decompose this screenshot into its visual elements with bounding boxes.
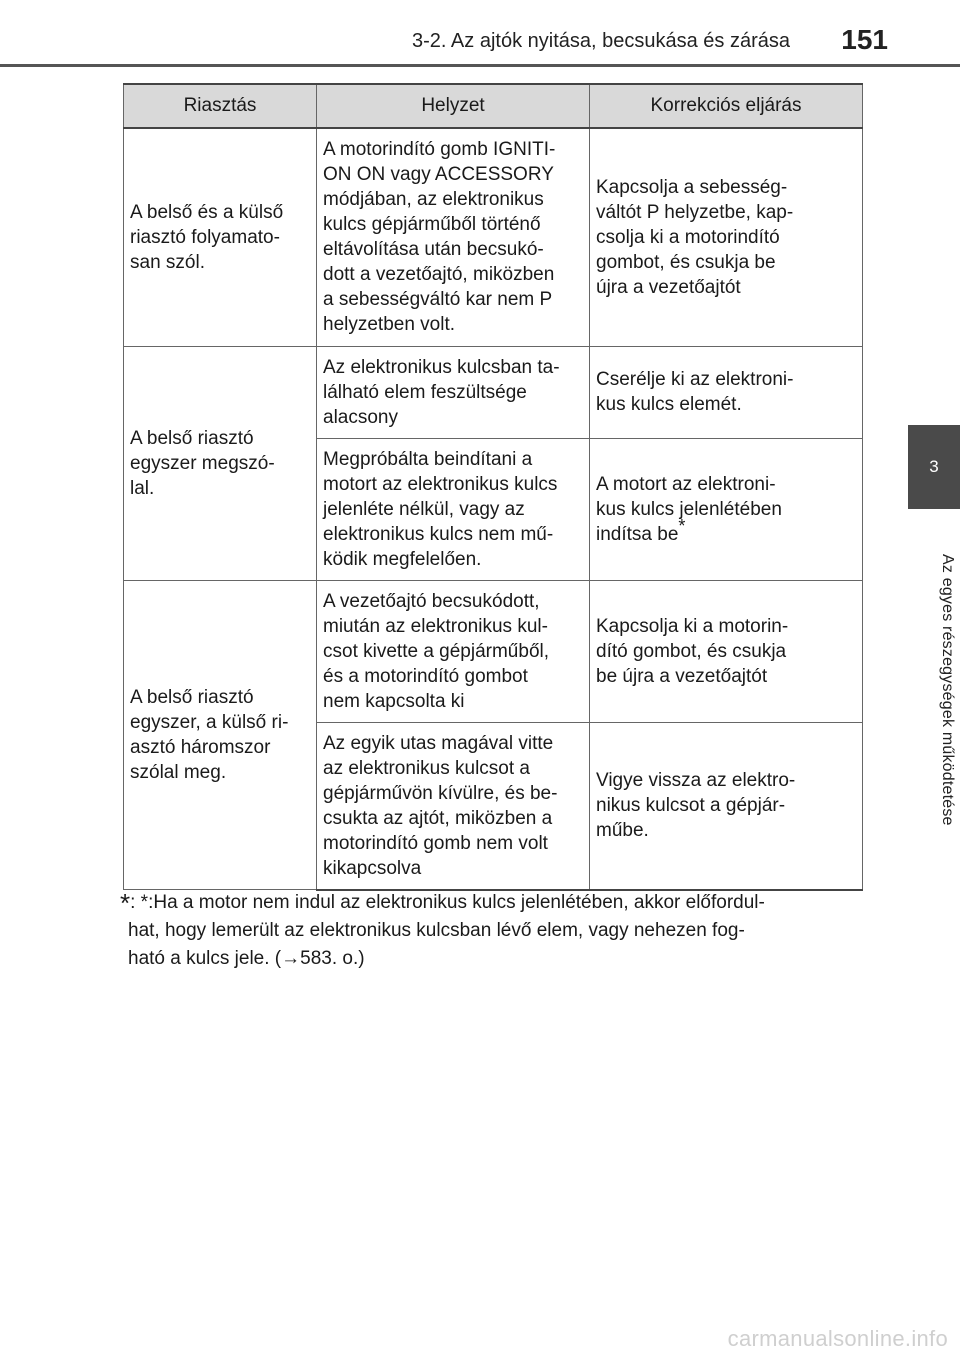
chapter-tab[interactable] [908, 425, 960, 509]
chapter-tab-number: 3 [929, 457, 939, 476]
alarm-cell: A belső riasztó egyszer megszó- lal. [124, 346, 317, 580]
correction-cell: A motort az elektroni- kus kulcs jelenlétében indítsa be* [590, 438, 863, 580]
table-row [124, 128, 863, 346]
situation-cell: Az egyik utas magával vitte az elektronikus kulcsot a gépjárművön kívülre, és be- csukta az ajtót, miközben a motorindító gomb nem volt kikapcsolva [317, 722, 590, 890]
watermark: carmanualsonline.info [727, 1326, 948, 1351]
footnote-star: * [120, 888, 131, 918]
alarm-table [123, 83, 863, 891]
situation-cell: Megpróbálta beindítani a motort az elektronikus kulcs jelenléte nélkül, vagy az elektronikus kulcs nem mű- ködik megfelelően. [317, 438, 590, 580]
footnote-marker: * [678, 515, 686, 536]
situation-cell: A vezetőajtó becsukódott, miután az elektronikus kul- csot kivette a gépjárműből, és a motorindító gombot nem kapcsolta ki [317, 580, 590, 722]
footnote-line-3-text[interactable]: ható a kulcs jele. (→583. o.) [128, 948, 365, 969]
section-title: 3-2. Az ajtók nyitása, becsukása és zárása [412, 30, 790, 52]
footnote [120, 885, 860, 973]
correction-cell: Vigye vissza az elektro- nikus kulcsot a gépjár- műbe. [590, 722, 863, 890]
chapter-tab-label [912, 520, 956, 860]
table-header-row [124, 84, 863, 128]
column-header-situation: Helyzet [317, 84, 590, 128]
alarm-cell: A belső és a külső riasztó folyamato- san szól. [124, 128, 317, 346]
column-header-correction: Korrekciós eljárás [590, 84, 863, 128]
correction-cell: Cserélje ki az elektroni- kus kulcs elemét. [590, 346, 863, 438]
footnote-line-2: hat, hogy lemerült az elektronikus kulcsban lévő elem, vagy nehezen fog- [128, 920, 745, 941]
situation-cell: Az elektronikus kulcsban ta- lálható elem feszültsége alacsony [317, 346, 590, 438]
table-row [124, 346, 863, 438]
correction-cell: Kapcsolja ki a motorin- dító gombot, és csukja be újra a vezetőajtót [590, 580, 863, 722]
table-row [124, 580, 863, 722]
page-number: 151 [841, 24, 888, 55]
header-divider [0, 64, 960, 67]
footnote-line-1: : *:Ha a motor nem indul az elektronikus kulcs jelenlétében, akkor előfordul- [130, 892, 765, 913]
chapter-tab-label-text: Az egyes részegységek működtetése [939, 554, 956, 826]
correction-cell: Kapcsolja a sebesség- váltót P helyzetbe, kap- csolja ki a motorindító gombot, és csukja be újra a vezetőajtót [590, 128, 863, 346]
column-header-alarm: Riasztás [124, 84, 317, 128]
alarm-cell: A belső riasztó egyszer, a külső ri- asztó háromszor szólal meg. [124, 580, 317, 890]
situation-cell: A motorindító gomb IGNITI- ON ON vagy ACCESSORY módjában, az elektronikus kulcs gépjárműből történő eltávolítása után becsukó- dott a vezetőajtó, miközben a sebességváltó kar nem P helyzetben volt. [317, 128, 590, 346]
footnote-line-3 [120, 945, 860, 973]
